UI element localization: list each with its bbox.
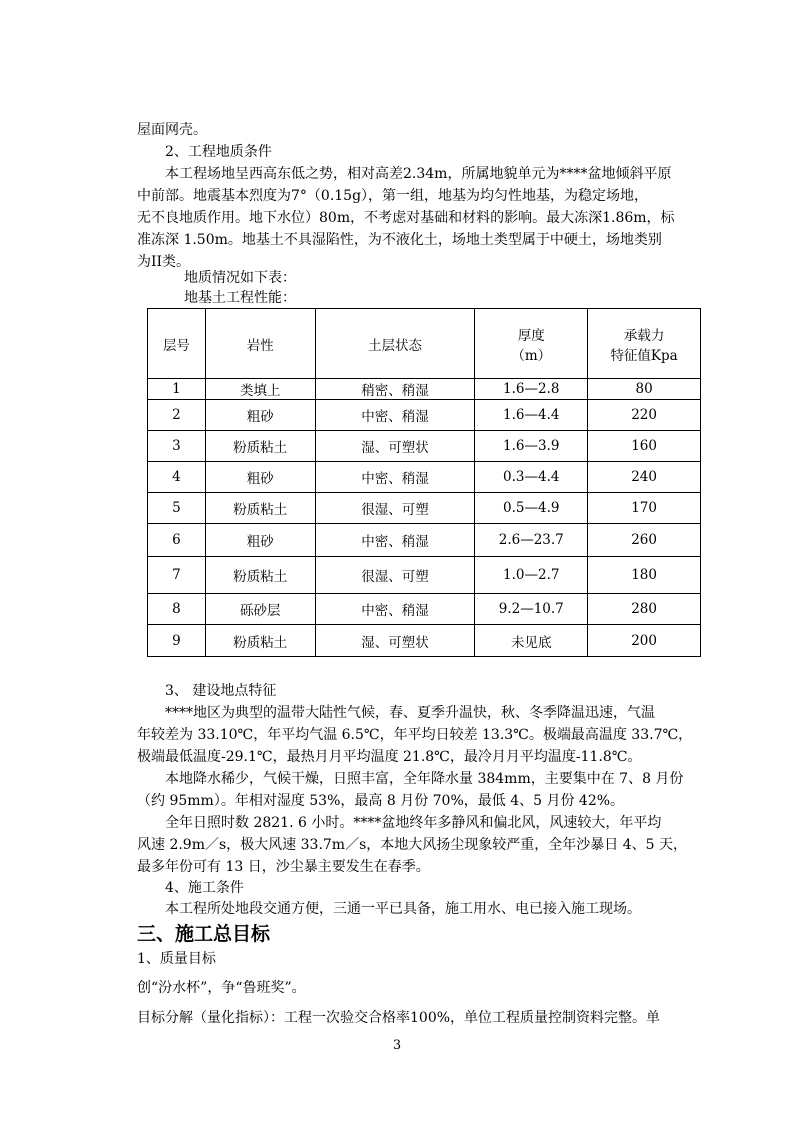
- geology-paragraph-line: 准冻深 1.50m。地基土不具湿陷性，为不液化土，场地土类型属于中硬土，场地类别: [137, 232, 662, 248]
- wind-paragraph-line: 全年日照时数 2821. 6 小时。****盆地终年多静风和偏北风，风速较大，年平均: [165, 815, 662, 831]
- header-layer-no: 层号: [148, 309, 206, 379]
- table-row: [148, 462, 701, 493]
- page-number: 3: [392, 1038, 402, 1053]
- cell-lithology: 粗砂: [205, 400, 315, 431]
- wind-paragraph-line: 最多年份可有 13 日，沙尘暴主要发生在春季。: [137, 859, 430, 875]
- cell-bearing: 280: [588, 594, 701, 625]
- cell-lithology: 砾砂层: [205, 594, 315, 625]
- table-row: [148, 431, 701, 462]
- table-row: [148, 557, 701, 594]
- cell-thickness: 1.6—3.9: [475, 431, 588, 462]
- cell-lithology: 粗砂: [205, 524, 315, 557]
- cell-thickness: 未见底: [475, 625, 588, 657]
- rain-paragraph-line: （约 95mm）。年相对湿度 53%，最高 8 月份 70%，最低 4、5 月份 42%。: [137, 793, 625, 809]
- header-bearing-capacity: 承载力 特征值Kpa: [588, 309, 701, 379]
- cell-layer-no: 6: [148, 524, 206, 557]
- quality-breakdown-line: 目标分解（量化指标）：工程一次验交合格率100%，单位工程质量控制资料完整。单: [137, 1010, 661, 1026]
- cell-bearing: 160: [588, 431, 701, 462]
- cell-bearing: 260: [588, 524, 701, 557]
- cell-soil-state: 中密、稍湿: [315, 400, 475, 431]
- geology-paragraph-line: 本工程场地呈西高东低之势，相对高差2.34m，所属地貌单元为****盆地倾斜平原: [165, 166, 672, 182]
- chapter-title: 三、施工总目标: [137, 923, 271, 945]
- cell-soil-state: 很湿、可塑: [315, 557, 475, 594]
- cell-soil-state: 中密、稍湿: [315, 594, 475, 625]
- cell-thickness: 1.6—4.4: [475, 400, 588, 431]
- cell-thickness: 0.5—4.9: [475, 493, 588, 524]
- cell-bearing: 220: [588, 400, 701, 431]
- cell-thickness: 1.6—2.8: [475, 379, 588, 400]
- cell-layer-no: 5: [148, 493, 206, 524]
- cell-layer-no: 3: [148, 431, 206, 462]
- section-heading-geology: 2、工程地质条件: [165, 144, 272, 160]
- cell-lithology: 粉质粘土: [205, 557, 315, 594]
- cell-soil-state: 稍密、稍湿: [315, 379, 475, 400]
- cell-lithology: 粗砂: [205, 462, 315, 493]
- cell-layer-no: 1: [148, 379, 206, 400]
- table-intro-2: 地基土工程性能：: [184, 290, 296, 306]
- wind-paragraph-line: 风速 2.9m／s，极大风速 33.7m／s，本地大风扬尘现象较严重，全年沙暴日 4、5 天，: [137, 837, 687, 853]
- cell-lithology: 粉质粘土: [205, 625, 315, 657]
- table-row: [148, 493, 701, 524]
- cell-soil-state: 很湿、可塑: [315, 493, 475, 524]
- cell-thickness: 2.6—23.7: [475, 524, 588, 557]
- table-row: [148, 400, 701, 431]
- cell-bearing: 80: [588, 379, 701, 400]
- cell-soil-state: 中密、稍湿: [315, 524, 475, 557]
- cell-layer-no: 2: [148, 400, 206, 431]
- rain-paragraph-line: 本地降水稀少，气候干燥，日照丰富，全年降水量 384mm，主要集中在 7、8 月份: [165, 771, 684, 787]
- cell-thickness: 0.3—4.4: [475, 462, 588, 493]
- geology-paragraph-line: 为II类。: [137, 254, 191, 270]
- table-intro-1: 地质情况如下表：: [184, 270, 296, 286]
- table-row: [148, 625, 701, 657]
- table-row: [148, 524, 701, 557]
- soil-properties-table: [147, 308, 701, 657]
- table-header-row: [148, 309, 701, 379]
- line-0: 屋面网壳。: [137, 122, 207, 138]
- cell-layer-no: 8: [148, 594, 206, 625]
- cell-layer-no: 7: [148, 557, 206, 594]
- cell-bearing: 240: [588, 462, 701, 493]
- header-thickness: 厚度 （m）: [475, 309, 588, 379]
- cell-soil-state: 湿、可塑状: [315, 625, 475, 657]
- cell-lithology: 粉质粘土: [205, 493, 315, 524]
- header-lithology: 岩性: [205, 309, 315, 379]
- cell-thickness: 1.0—2.7: [475, 557, 588, 594]
- cell-layer-no: 4: [148, 462, 206, 493]
- construction-paragraph: 本工程所处地段交通方便，三通一平已具备，施工用水、电已接入施工现场。: [165, 901, 641, 917]
- climate-paragraph-line: 极端最低温度-29.1℃，最热月月平均温度 21.8℃，最冷月月平均温度-11.8℃。: [137, 749, 642, 765]
- section-heading-site: 3、 建设地点特征: [165, 683, 277, 699]
- table-row: [148, 379, 701, 400]
- climate-paragraph-line: 年较差为 33.10℃，年平均气温 6.5℃，年平均日较差 13.3℃。极端最高温度 33.7℃，: [137, 727, 693, 743]
- cell-thickness: 9.2—10.7: [475, 594, 588, 625]
- header-soil-state: 土层状态: [315, 309, 475, 379]
- quality-goal-line: 创“汾水杯”，争“鲁班奖”。: [137, 980, 306, 996]
- section-heading-construction: 4、施工条件: [165, 880, 244, 896]
- cell-layer-no: 9: [148, 625, 206, 657]
- cell-soil-state: 湿、可塑状: [315, 431, 475, 462]
- table-row: [148, 594, 701, 625]
- climate-paragraph-line: ****地区为典型的温带大陆性气候，春、夏季升温快，秋、冬季降温迅速，气温: [165, 705, 655, 721]
- cell-lithology: 粉质粘土: [205, 431, 315, 462]
- cell-lithology: 类填上: [205, 379, 315, 400]
- cell-bearing: 180: [588, 557, 701, 594]
- geology-paragraph-line: 无不良地质作用。地下水位）80m，不考虑对基础和材料的影响。最大冻深1.86m，标: [137, 210, 675, 226]
- quality-goal-heading: 1、质量目标: [137, 951, 216, 967]
- geology-paragraph-line: 中前部。地震基本烈度为7°（0.15g），第一组，地基为均匀性地基，为稳定场地，: [137, 188, 649, 204]
- cell-soil-state: 中密、稍湿: [315, 462, 475, 493]
- cell-bearing: 200: [588, 625, 701, 657]
- cell-bearing: 170: [588, 493, 701, 524]
